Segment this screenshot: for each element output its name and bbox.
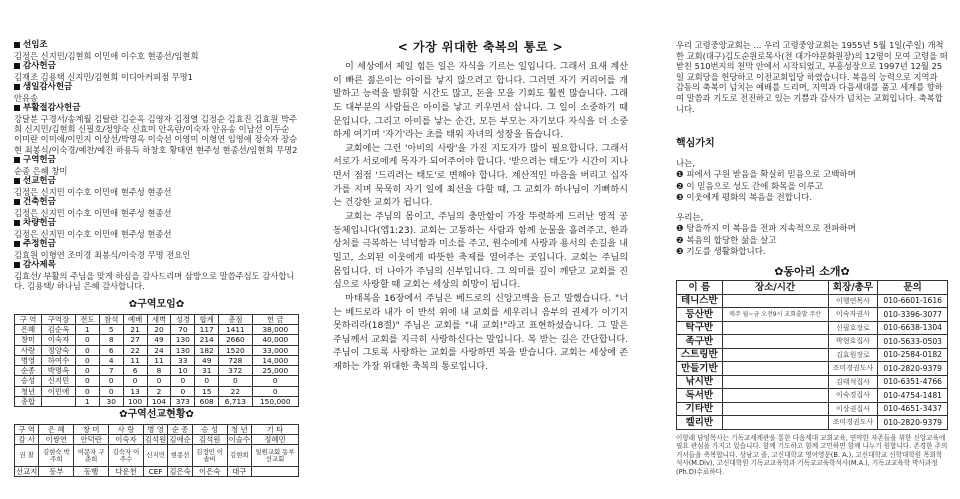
table-cell: 신지민 — [42, 376, 76, 386]
table-cell: 8 — [99, 335, 123, 345]
table-cell: 010-6601-1616 — [878, 294, 948, 308]
table-cell: 0 — [99, 376, 123, 386]
table-cell: 권 찰 — [15, 445, 39, 467]
offering-section — [14, 197, 299, 218]
group-table-header: 성경 — [171, 314, 195, 324]
offering-section — [14, 239, 299, 260]
table-cell: 27 — [123, 335, 147, 345]
group-table-header: 참석 — [99, 314, 123, 324]
table-row — [15, 325, 299, 335]
table-cell: 010-4651-3437 — [878, 402, 948, 416]
sermon-paragraph: 교회에는 그런 '아비의 사랑'을 가진 지도자가 많이 필요합니다. 그래서 서로가 서로에게 목자가 되어주어야 합니다. '받으려는 태도'가 시간이 지나면서 점점 '드리려는 태도'로 변해야 합니다. 계산적인 마음을 버리고 십자가를 지며 묵묵히 자기 일에 최선을 다할 때, 그 교회가 하나님이 기뻐하시는 건강한 교회가 됩니다. — [333, 143, 628, 209]
table-cell: 70 — [171, 325, 195, 335]
table-cell: 이숙자 — [42, 335, 76, 345]
square-bullet-icon — [14, 105, 20, 111]
table-row — [677, 294, 948, 308]
table-row — [677, 348, 948, 362]
offering-section-title — [14, 40, 299, 51]
table-cell — [252, 467, 299, 477]
offering-section-title — [14, 239, 299, 250]
table-cell: 김현숙 박주희 — [39, 445, 74, 467]
table-cell — [722, 321, 828, 335]
table-cell: 이행연목사 — [828, 294, 878, 308]
table-cell: 6,713 — [219, 396, 252, 406]
core-value-line: ❷ 이 믿음으로 성도 간에 화목을 이루고 — [676, 181, 823, 192]
table-cell: 608 — [195, 396, 219, 406]
table-cell: 010-4754-1481 — [878, 389, 948, 403]
table-cell: 김정민 이솔비 — [192, 445, 227, 467]
table-cell: 13 — [123, 386, 147, 396]
offering-section-label: 부활절감사헌금 — [23, 102, 81, 113]
table-cell: 14,000 — [252, 355, 298, 365]
table-row — [677, 402, 948, 416]
square-bullet-icon — [14, 63, 20, 69]
club-table-header: 회장/총무 — [828, 281, 878, 295]
table-cell: 7 — [99, 366, 123, 376]
table-cell: 11 — [147, 355, 171, 365]
table-cell: 승성 — [15, 376, 42, 386]
table-cell: 다운천 — [109, 467, 144, 477]
church-info-column — [676, 40, 948, 477]
offering-section-label: 차량헌금 — [23, 217, 56, 228]
offering-section-label: 건축헌금 — [23, 196, 56, 207]
group-table-header: 총점 — [219, 314, 252, 324]
group-table-header: 전도 — [75, 314, 99, 324]
table-cell: 정혜민 — [252, 434, 299, 444]
table-cell: 728 — [219, 355, 252, 365]
square-bullet-icon — [14, 178, 20, 184]
mission-status-table — [14, 424, 299, 478]
offering-section-title — [14, 155, 299, 166]
table-cell: 현종선 — [168, 445, 192, 467]
sermon-paragraph: 마태복음 16장에서 주님은 베드로의 신앙고백을 듣고 말했습니다. "너는 베드로라 내가 이 반석 위에 내 교회를 세우리니 음부의 권세가 이기지 못하리라(18절)" 주님은 교회를 "내 교회!"라고 표현하셨습니다. 그 말은 주님께서 교회를 지극히 사랑하신다는 말입니다. 복 받는 길은 간단합니다. 주님이 그토록 사랑하는 교회를 사랑하면 복을 받습니다. 교회는 세상에 존재하는 가장 위대한 축복의 통로입니다. — [333, 293, 628, 373]
mission-table-header: 청 년 — [227, 424, 251, 434]
offering-section — [14, 176, 299, 197]
offering-section-body: 김정은 신지민 이수호 이민애 현주성 현종선 — [14, 207, 172, 218]
sermon-paragraph: 이 세상에서 제일 힘든 일은 자식을 기르는 일입니다. 그래서 요새 계산이 빠른 젊은이는 아이를 낳지 않으려고 합니다. 그러면 자기 커리어를 개발하고 능력을 발휘할 시간도 많고, 돈을 모을 기회도 훨씬 많습니다. 그래도 대부분의 사람들은 아이를 낳고 키우면서 삽니다. 그 일이 소중하기 때문입니다. 그리고 아이를 낳는 순간, 모든 부모는 자기보다 자식을 더 소중하게 여기며 '자기'라는 초를 태워 자녀의 성장을 돕습니다. — [333, 62, 628, 141]
table-cell: 일원교회 동부 선교회 — [252, 445, 299, 467]
table-cell: 이슬수 — [228, 434, 250, 444]
table-cell: 순종 — [15, 366, 42, 376]
table-cell: 010-3396-3077 — [878, 308, 948, 322]
table-cell: 0 — [147, 376, 171, 386]
table-cell: 매주 월~금 오전9시 교회출발 주산 — [722, 308, 828, 322]
table-cell: 0 — [195, 376, 219, 386]
table-row — [15, 467, 299, 477]
offering-section-title — [14, 176, 299, 187]
table-cell: 214 — [195, 335, 219, 345]
group-table-header: 구역장 — [42, 314, 76, 324]
offering-section-title — [14, 103, 299, 114]
table-cell: 0 — [171, 386, 195, 396]
table-cell: 100 — [123, 396, 147, 406]
core-value-line: ❶ 피에서 구원 받음을 확실히 믿음으로 고백하며 — [676, 170, 856, 181]
offering-section-label: 감사헌금 — [23, 60, 56, 71]
table-row — [15, 445, 299, 467]
table-cell: 8 — [147, 366, 171, 376]
core-value-line: ❸ 이웃에게 평화의 복음을 전합니다. — [676, 193, 813, 204]
group-table-header: 예배 — [123, 314, 147, 324]
table-cell: 0 — [99, 386, 123, 396]
table-cell: 22 — [123, 345, 147, 355]
table-cell: 2660 — [219, 335, 252, 345]
table-cell: 족구반 — [677, 335, 723, 349]
mission-table-header: 구 역 — [15, 424, 39, 434]
offering-section-body: 강달분 구경서/송계월 김탈란 김순옥 김영자 김정열 김정순 김효진 김효원 박주희 신지민/김현희 신필호/정양숙 신효미 안옥란/이숙자 안유송 이남선 이두순 이미란 이미애/이민지 이상선/박명옥 이숙선 이영미 이형연 임영애 장숙자 장승현 최봉식/이숙경/예찬/예진 하용득 하창호 황태연 현주성 현종선/임현희 무명2 — [14, 113, 298, 155]
table-cell: 이숙자권사 — [828, 308, 878, 322]
table-cell: 조미경권도사 — [828, 362, 878, 376]
table-cell — [722, 362, 828, 376]
offering-section-body: 김정은 신지민/김현희 이민애 이수호 현종선/임현희 — [14, 50, 199, 61]
table-row — [15, 434, 299, 444]
table-cell: 49 — [147, 335, 171, 345]
table-cell: 김애순 — [169, 434, 191, 444]
table-cell: 117 — [195, 325, 219, 335]
mission-table-header: 은 혜 — [39, 424, 74, 434]
table-cell: 병영 — [15, 355, 42, 365]
offering-section — [14, 260, 299, 291]
offering-section-body: 김재조 김용택 신지민/김현희 이디아커피점 무명1 — [14, 71, 193, 82]
table-cell: 4 — [99, 355, 123, 365]
offering-section-label: 구역헌금 — [23, 155, 56, 166]
table-cell: 신지민 — [143, 445, 167, 467]
table-cell: 5 — [99, 325, 123, 335]
table-cell: 010-6351-4766 — [878, 375, 948, 389]
table-cell: 010-2820-9379 — [878, 416, 948, 430]
table-row — [15, 366, 299, 376]
table-cell: 6 — [123, 366, 147, 376]
table-cell — [722, 294, 828, 308]
group-table-header: 합계 — [195, 314, 219, 324]
table-cell: 켈리반 — [677, 416, 723, 430]
table-cell: 6 — [99, 345, 123, 355]
table-cell: 0 — [75, 376, 99, 386]
table-cell: 은혜 — [15, 325, 42, 335]
table-cell: CEF — [143, 467, 167, 477]
table-cell: 010-2820-9379 — [878, 362, 948, 376]
square-bullet-icon — [14, 157, 20, 163]
table-cell: 테니스반 — [677, 294, 723, 308]
table-cell: 동행 — [74, 467, 109, 477]
table-cell: 이은숙 — [192, 467, 227, 477]
table-cell: 1 — [75, 325, 99, 335]
table-cell: 김태석집사 — [828, 375, 878, 389]
table-cell: 0 — [252, 386, 298, 396]
table-cell: 김석원 — [144, 434, 167, 444]
core-value-line: 우리는, — [676, 212, 704, 223]
table-cell: 박현호집사 — [828, 335, 878, 349]
pastor-profile: 이항래 담임목사는 기독교세계관을 통한 다음세대 교회교육, 연약한 자존들을 위한 신앙교육에 필요 관심을 가지고 있습니다. 함께 기도하고 함께 고민하면 함께 나누기 원합니다. 존경한 주의 거서들을 축복합니다. 상남고 졸, 고신대학교 영어영문(B. A.), 고신대학교 신학대학원 목회학 석사(M.Div), 고신대학원 기독교교육학과 기독교교육학석사(M.A.), 기독교교육학 박사과정(Ph.D)수료하다. — [676, 433, 948, 477]
table-cell: 182 — [195, 345, 219, 355]
table-cell — [722, 348, 828, 362]
table-cell: 이쌍연 — [39, 434, 74, 444]
table-cell: 2 — [147, 386, 171, 396]
offering-section-label: 생일감사헌금 — [23, 81, 73, 92]
table-cell: 0 — [171, 376, 195, 386]
offering-section-body: 김정은 신지민 이수호 이민애 현주성 현종선 — [14, 186, 172, 197]
offering-section-label: 선교헌금 — [23, 176, 56, 186]
table-cell: 안덕란 — [74, 434, 109, 444]
table-cell: 25,000 — [252, 366, 298, 376]
table-row — [677, 321, 948, 335]
club-table-header: 이 름 — [677, 281, 723, 295]
table-cell: 1520 — [219, 345, 252, 355]
square-bullet-icon — [14, 241, 20, 247]
table-cell: 하여수 — [42, 355, 76, 365]
table-cell: 선교지 — [16, 467, 38, 477]
offering-section-body: 김효원 이형연 조미경 최봉식/이숙경 무명 전요인 — [14, 249, 191, 260]
table-row — [15, 335, 299, 345]
group-meeting-table — [14, 314, 299, 407]
table-cell: 22 — [219, 386, 252, 396]
offering-section-title — [14, 218, 299, 229]
table-cell: 21 — [123, 325, 147, 335]
sermon-body — [333, 61, 628, 375]
table-row — [15, 396, 299, 406]
table-cell: 청년 — [15, 386, 42, 396]
table-cell: 조미경권도사 — [828, 416, 878, 430]
mission-table-header: 기 타 — [252, 424, 299, 434]
offering-sections — [14, 40, 299, 291]
core-values-list — [676, 159, 948, 259]
table-cell: 40,000 — [252, 335, 298, 345]
table-cell: 150,000 — [252, 396, 298, 406]
table-row — [677, 362, 948, 376]
table-cell — [722, 375, 828, 389]
table-row — [15, 345, 299, 355]
offering-section-title — [14, 260, 299, 271]
offering-section — [14, 218, 299, 239]
offering-section — [14, 82, 299, 103]
table-row — [677, 335, 948, 349]
table-cell: 대구 — [227, 467, 251, 477]
square-bullet-icon — [14, 262, 20, 268]
sermon-paragraph: 교회는 주님의 몸이고, 주님의 충만함이 가장 뚜렷하게 드러난 영적 공동체입니다(엡1:23). 교회는 고통하는 사람과 함께 눈물을 흘려주고, 한과 상처를 극복하는 넉넉함과 미소를 주고, 원수에게 사랑과 용서의 손길을 내밀고, 소외된 이웃에게 따뜻한 축제를 열어주는 곳입니다. 교회는 주님의 몸입니다. 더 나아가 주님의 신부입니다. 그 의미를 깊이 깨닫고 교회를 진심으로 사랑할 때 교회는 세상의 희망이 됩니다. — [333, 212, 628, 291]
table-row — [677, 308, 948, 322]
table-row — [15, 386, 299, 396]
table-cell: 20 — [147, 325, 171, 335]
table-row — [677, 375, 948, 389]
table-cell — [722, 335, 828, 349]
group-table-header: 헌 금 — [252, 314, 298, 324]
offering-section — [14, 155, 299, 176]
table-cell: 이상권집사 — [828, 402, 878, 416]
table-cell: 130 — [171, 335, 195, 345]
table-cell: 총합 — [15, 396, 42, 406]
table-cell — [42, 396, 76, 406]
offering-section-body: 순종 은혜 창미 — [14, 165, 68, 176]
table-cell: 창미 — [15, 335, 42, 345]
mission-table-header: 승 성 — [192, 424, 227, 434]
sermon-column — [333, 40, 628, 375]
table-cell: 0 — [75, 355, 99, 365]
offering-section-label: 선임조 — [23, 40, 48, 50]
table-cell: 이숙경집사 — [828, 389, 878, 403]
table-cell: 김효원장로 — [828, 348, 878, 362]
table-cell — [722, 389, 828, 403]
table-cell — [722, 416, 828, 430]
table-row — [15, 376, 299, 386]
table-cell: 0 — [75, 386, 99, 396]
table-cell: 33,000 — [252, 345, 298, 355]
table-cell: 탁구반 — [677, 321, 723, 335]
offering-section — [14, 40, 299, 61]
table-cell: 15 — [195, 386, 219, 396]
table-cell: 박명옥 — [42, 366, 76, 376]
offering-section-title — [14, 197, 299, 208]
table-cell: 372 — [219, 366, 252, 376]
core-value-line — [676, 205, 948, 213]
table-cell: 김숙자 이주수 — [109, 445, 144, 467]
table-cell: 30 — [99, 396, 123, 406]
table-cell: 신필호장로 — [828, 321, 878, 335]
table-cell: 0 — [75, 345, 99, 355]
square-bullet-icon — [14, 220, 20, 226]
table-cell: 독서반 — [677, 389, 723, 403]
group-meeting-title: ✿구역모임✿ — [128, 299, 185, 311]
table-cell: 김현희 — [227, 445, 251, 467]
table-cell: 10 — [171, 366, 195, 376]
table-cell: 373 — [171, 396, 195, 406]
group-table-header: 구 역 — [15, 314, 42, 324]
table-cell: 등산반 — [677, 308, 723, 322]
table-cell: 0 — [123, 376, 147, 386]
table-cell: 11 — [123, 355, 147, 365]
offering-section-body: 안유송 — [14, 92, 39, 103]
table-cell: 기타반 — [677, 402, 723, 416]
club-title: ✿동아리 소개✿ — [774, 264, 850, 278]
core-value-line: ❸ 기도를 생활화합니다. — [676, 247, 766, 258]
table-cell: 010-2584-0182 — [878, 348, 948, 362]
mission-table-header: 사 랑 — [109, 424, 144, 434]
offering-section-title — [14, 61, 299, 72]
table-row — [677, 389, 948, 403]
table-cell: 감 사 — [15, 434, 39, 444]
table-cell: 33 — [171, 355, 195, 365]
club-table-header: 장소/시간 — [722, 281, 828, 295]
table-cell: 1 — [75, 396, 99, 406]
table-cell — [722, 402, 828, 416]
table-cell: 010-6638-1304 — [878, 321, 948, 335]
table-cell: 김은숙 — [169, 467, 191, 477]
offering-section-body: 김정은 신지민 이수호 이민애 현주성 현종선 — [14, 228, 172, 239]
table-cell: 정양숙 — [42, 345, 76, 355]
table-cell: 0 — [219, 376, 252, 386]
table-cell: 낚시반 — [677, 375, 723, 389]
mission-table-header: 순 종 — [168, 424, 192, 434]
table-cell: 이문자 구춘희 — [74, 445, 109, 467]
table-cell: 동부 — [39, 467, 74, 477]
core-value-line: 나는, — [676, 158, 696, 169]
offering-section-label: 감사제목 — [23, 259, 56, 270]
table-cell: 0 — [252, 376, 298, 386]
table-cell: 사랑 — [15, 345, 42, 355]
table-cell: 104 — [147, 396, 171, 406]
mission-status-title: ✿구역선교현황✿ — [119, 409, 194, 421]
table-cell: 스트링반 — [677, 348, 723, 362]
club-table — [676, 280, 948, 430]
sermon-title: < 가장 위대한 축복의 통로 > — [397, 40, 564, 54]
offering-section-title — [14, 82, 299, 93]
table-cell: 김순옥 — [42, 325, 76, 335]
core-values-title: 핵심가치 — [676, 138, 715, 150]
square-bullet-icon — [14, 84, 20, 90]
square-bullet-icon — [14, 199, 20, 205]
table-cell: 31 — [195, 366, 219, 376]
table-cell: 0 — [75, 366, 99, 376]
club-table-header: 문의 — [878, 281, 948, 295]
table-cell: 24 — [147, 345, 171, 355]
offerings-column — [14, 40, 299, 477]
group-table-header: 새벽 — [147, 314, 171, 324]
table-cell: 38,000 — [252, 325, 298, 335]
offering-section-body: 김효선/ 부활의 주님을 맞게 하심을 감사드리며 삼방으로 말씀주심도 감사합니다. 김용택/ 하나님 은혜 감사합니다. — [14, 270, 295, 291]
core-value-line: ❶ 탕을까지 이 복음을 전파 지속적으로 전파하며 — [676, 224, 856, 235]
square-bullet-icon — [14, 42, 20, 48]
offering-section-label: 주정헌금 — [23, 238, 56, 249]
table-cell: 1411 — [219, 325, 252, 335]
table-cell: 이민애 — [42, 386, 76, 396]
mission-table-header: 병 영 — [143, 424, 167, 434]
table-cell: 49 — [195, 355, 219, 365]
table-cell: 0 — [75, 335, 99, 345]
table-cell: 010-5633-0503 — [878, 335, 948, 349]
table-row — [677, 416, 948, 430]
table-cell: 이숙자 — [109, 434, 144, 444]
church-intro: 우리 고령중앙교회는 ... 우리 고령중앙교회는 1955년 5월 1일(주일) 개척한 교회(대구)김도순원로목사(전 대가야문화원장)의 12명이 모여 고령을 떠받친 510번지의 천막 안에서 시작되었고, 부흥성장으로 1997년 12월 25일 교회당을 헌당하고 이전교회입당 하였습니다. 복음의 능력으로 지역과 감동의 축복이 넘치는 예배를 드리며, 지역과 다음세대를 품고 세계를 향하여 말씀과 기도로 전진하고 있는 기쁨과 감사가 넘치는 교회입니다. 축복합니다. — [676, 40, 948, 114]
offering-section — [14, 103, 299, 155]
mission-table-header: 창 미 — [74, 424, 109, 434]
table-cell: 만들기반 — [677, 362, 723, 376]
table-cell: 김석원 — [192, 434, 227, 444]
core-value-line: ❷ 복음의 합당한 삶을 살고 — [676, 235, 777, 246]
offering-section — [14, 61, 299, 82]
table-row — [15, 355, 299, 365]
table-cell: 130 — [171, 345, 195, 355]
